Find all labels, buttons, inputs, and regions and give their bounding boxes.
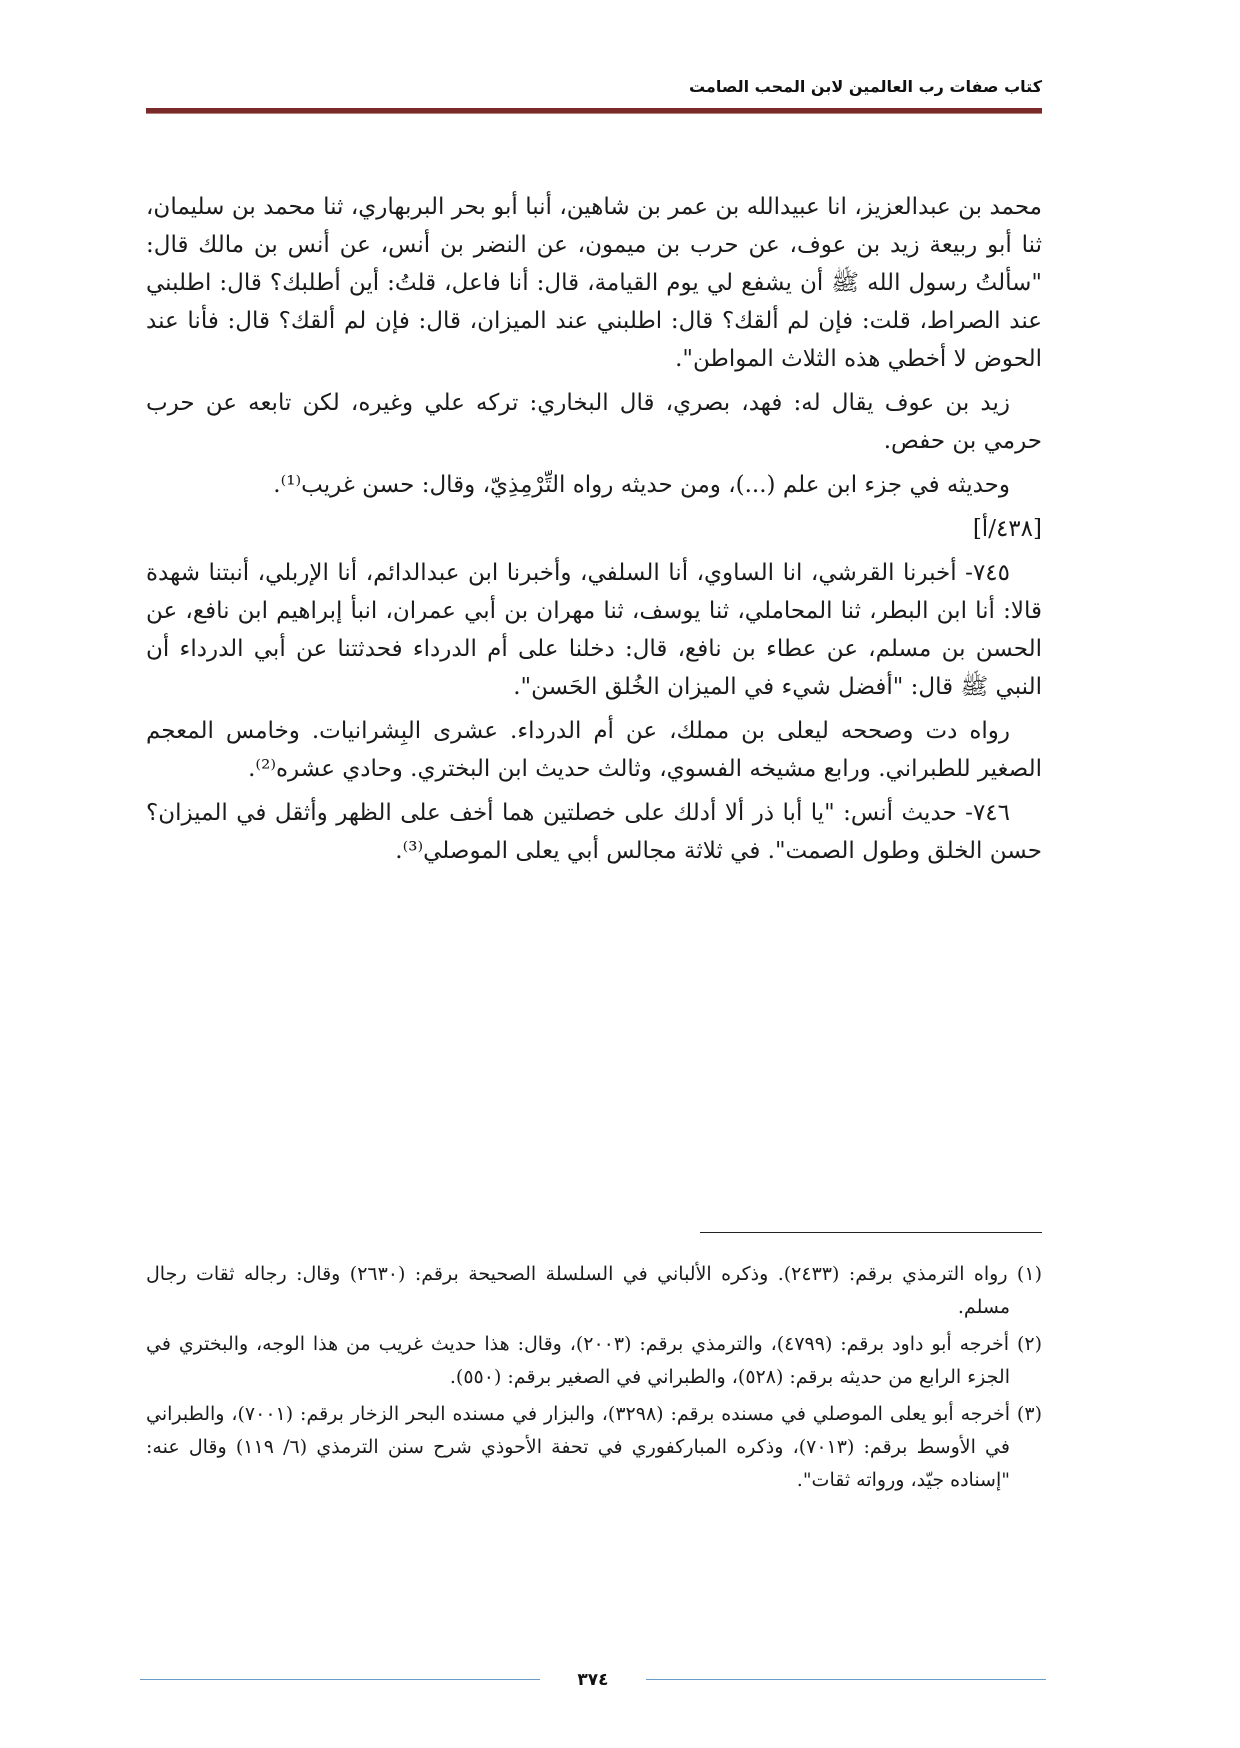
header-rule [146,108,1042,114]
page-number: ٣٧٤ [577,1670,609,1690]
manuscript-folio-mark: [٤٣٨/أ] [972,516,1042,542]
page-footer [140,1668,1046,1692]
book-title: كتاب صفات رب العالمين لابن المحب الصامت [688,77,1042,96]
paragraph-narrator-note: زيد بن عوف يقال له: فهد، بصري، قال البخاري: تركه علي وغيره، لكن تابعه عن حرب حرمي بن حفص. [146,390,1042,454]
footnote-2: (٢) أخرجه أبو داود برقم: (٤٧٩٩)، والترمذي برقم: (٢٠٠٣)، وقال: هذا حديث غريب من هذا الوجه، والبختري في الجزء الرابع من حديثه برقم: (٥٢٨)، والطبراني في الصغير برقم: (٥٥٠). [146,1333,1042,1388]
paragraph-hadith-745: ٧٤٥- أخبرنا القرشي، انا الساوي، أنا السلفي، وأخبرنا ابن عبدالدائم، أنا الإربلي، أنبتنا شهدة قالا: أنا ابن البطر، ثنا المحاملي، ثنا يوسف، ثنا مهران بن أبي عمران، انبأ إبراهيم ابن نافع، عن الحسن بن مسلم، عن عطاء بن نافع، قال: دخلنا على أم الدرداء فحدثتنا عن أبي الدرداء أن النبي ﷺ قال: "أفضل شيء في الميزان الخُلق الحَسن". [146,560,1042,700]
footnote-1: (١) رواه الترمذي برقم: (٢٤٣٣). وذكره الألباني في السلسلة الصحيحة برقم: (٢٦٣٠) وقال: رجاله ثقات رجال مسلم. [146,1263,1042,1318]
footnote-3: (٣) أخرجه أبو يعلى الموصلي في مسنده برقم: (٣٢٩٨)، والبزار في مسنده البحر الزخار برقم: (٧٠٠١)، والطبراني في الأوسط برقم: (٧٠١٣)، وذكره المباركفوري في تحفة الأحوذي شرح سنن الترمذي (٦/ ١١٩) وقال عنه: "إسناده جيّد، ورواته ثقات". [146,1403,1042,1491]
paragraph-hadith-746: ٧٤٦- حديث أنس: "يا أبا ذر ألا أدلك على خصلتين هما أخف على الظهر وأثقل في الميزان؟ حسن الخلق وطول الصمت". في ثلاثة مجالس أبي يعلى الموصلي⁽³⁾. [146,800,1042,864]
footer-rule-right [646,1679,1046,1680]
footnotes [146,1258,1042,1501]
paragraph-source-note: وحديثه في جزء ابن علم (...)، ومن حديثه رواه التِّرْمِذِيّ، وقال: حسن غريب⁽¹⁾. [273,472,1010,498]
paragraph-takhrij-745: رواه دت وصححه ليعلى بن مملك، عن أم الدرداء. عشرى البِشرانيات. وخامس المعجم الصغير للطبراني. ورابع مشيخه الفسوي، وثالث حديث ابن البختري. وحادي عشره⁽²⁾. [146,718,1042,782]
running-header [146,70,1042,114]
paragraph-isnad-hadith: محمد بن عبدالعزيز، انا عبيدالله بن عمر بن شاهين، أنبا أبو بحر البربهاري، ثنا محمد بن سليمان، ثنا أبو ربيعة زيد بن عوف، عن حرب بن ميمون، عن النضر بن أنس، عن أنس بن مالك قال: "سألتُ رسول الله ﷺ أن يشفع لي يوم القيامة، قال: أنا فاعل، قلتُ: أين أطلبك؟ قال: اطلبني عند الصراط، قلت: فإن لم ألقك؟ قال: اطلبني عند الميزان، قال: فإن لم ألقك؟ قال: فأنا عند الحوض لا أخطي هذه الثلاث المواطن". [146,194,1042,372]
main-text [146,188,1042,876]
footnote-separator [700,1232,1042,1233]
